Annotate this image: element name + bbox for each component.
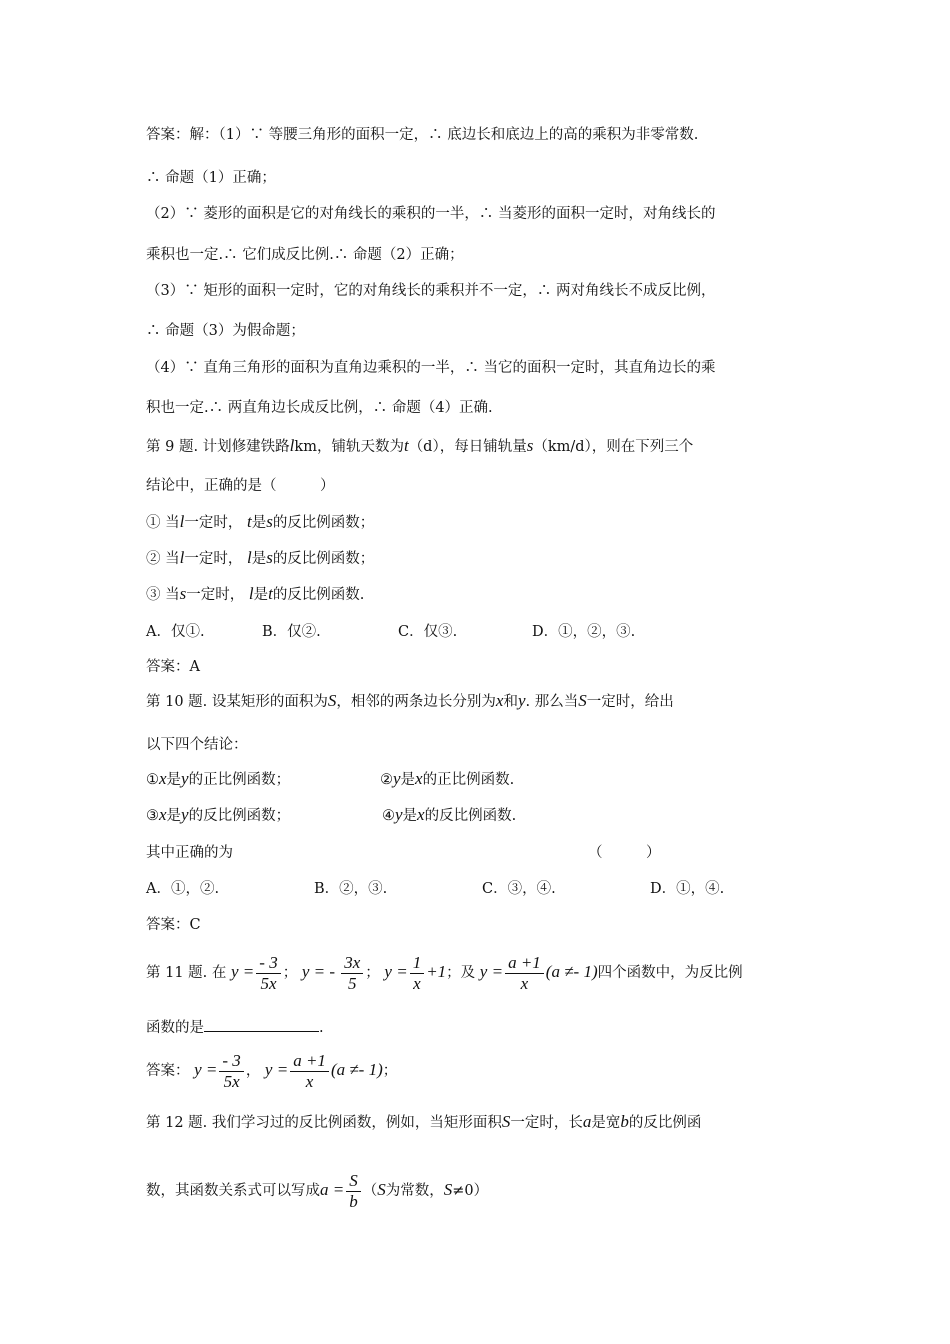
q10-option-2: [380, 769, 514, 790]
var-l: l: [179, 548, 185, 567]
q10-o3-a: ③: [146, 808, 159, 824]
q10-option-3: [146, 805, 290, 826]
fraction-4-num: a +1: [505, 953, 544, 974]
q9-o3-a: ③ 当: [146, 587, 180, 603]
q12-text-2: 一定时，长: [510, 1115, 583, 1131]
expr-4-suffix: (a ≠- 1): [545, 962, 598, 981]
q9-o2-c: 是: [251, 551, 267, 567]
var-y: y: [479, 962, 488, 981]
q9-stem: [146, 436, 693, 457]
fraction-s-over-b: [346, 1171, 361, 1212]
q12-text-1: 第 12 题. 我们学习过的反比例函数，例如，当矩形面积: [146, 1115, 502, 1131]
q9-o1-c: 是: [251, 515, 267, 531]
q9-stem-cont: 结论中，正确的是（ ）: [146, 478, 335, 494]
q10-choice-d: D．①，④.: [650, 881, 725, 897]
var-t: t: [268, 584, 273, 603]
q9-text-4: （km/d），则在下列三个: [533, 439, 694, 455]
var-s: s: [266, 512, 273, 531]
q10-o3-c: 的反比例函数；: [188, 808, 291, 824]
q9-text-2: km，铺轨天数为: [294, 439, 404, 455]
var-l: l: [246, 548, 252, 567]
var-t: t: [246, 512, 252, 531]
q10-stem-cont: 以下四个结论：: [146, 737, 248, 753]
q9-choice-d: D．①，②，③.: [532, 624, 636, 640]
q10-text-3: 和: [503, 694, 518, 710]
q10-o1-c: 的正比例函数；: [188, 772, 291, 788]
answer-line-5: （3）∵ 矩形的面积一定时，它的对角线长的乘积并不一定，∴ 两对角线长不成反比例，: [146, 283, 716, 299]
answer-line-7: （4）∵ 直角三角形的面积为直角边乘积的一半，∴ 当它的面积一定时，其直角边长的乘: [146, 360, 716, 376]
q11-answer: [146, 1048, 397, 1093]
q9-o3-c: 是: [253, 587, 269, 603]
q12-cont-4: ≠0）: [452, 1183, 489, 1199]
q11-stem-cont: [146, 1017, 324, 1038]
q10-o2-c: 的正比例函数.: [422, 772, 515, 788]
var-S: S: [377, 1180, 386, 1199]
q11-text-3: 四个函数中，为反比例: [597, 965, 743, 981]
q9-o3-d: 的反比例函数.: [272, 587, 365, 603]
var-S: S: [443, 1180, 453, 1199]
answer-fraction-1: [219, 1051, 243, 1092]
eq-sign: =: [272, 1060, 289, 1079]
var-l: l: [248, 584, 254, 603]
var-x: x: [495, 691, 504, 710]
eq-sign: =: [201, 1060, 218, 1079]
var-a: a: [582, 1112, 592, 1131]
answer-blank: [204, 1017, 319, 1032]
answer-fraction-1-den: 5x: [223, 1071, 240, 1091]
q9-o1-b: 一定时，: [184, 515, 243, 531]
q10-choice-a: A．①，②.: [146, 881, 220, 897]
q11-stem: [146, 950, 743, 995]
var-y: y: [194, 1060, 202, 1079]
q10-choice-b: B．②，③.: [314, 881, 388, 897]
q10-o3-b: 是: [166, 808, 182, 824]
q9-o2-a: ② 当: [146, 551, 180, 567]
q9-o2-d: 的反比例函数；: [272, 551, 375, 567]
q9-option-1: [146, 512, 374, 533]
eq-sign: =: [487, 962, 504, 981]
answer-fraction-2-num: a +1: [290, 1051, 329, 1072]
q12-text-4: 的反比例函: [628, 1115, 702, 1131]
var-l: l: [179, 512, 185, 531]
var-x: x: [159, 769, 167, 788]
q10-o2-a: ②: [380, 772, 393, 788]
answer-end: ；: [382, 1063, 398, 1079]
answer-line-8: 积也一定.∴ 两直角边长成反比例，∴ 命题（4）正确.: [146, 400, 493, 416]
var-y: y: [395, 805, 403, 824]
eq-sign: =: [238, 962, 255, 981]
var-a: a: [320, 1180, 329, 1199]
q10-choice-c: C．③，④.: [482, 881, 556, 897]
var-S: S: [501, 1112, 511, 1131]
q12-cont-3: 为常数，: [385, 1183, 444, 1199]
q11-text-1: 第 11 题. 在: [146, 965, 227, 981]
q10-text-2: ，相邻的两条边长分别为: [336, 694, 496, 710]
q9-o3-b: 一定时，: [186, 587, 245, 603]
q10-stem: [146, 691, 674, 712]
var-t: t: [403, 436, 409, 455]
answer-line-1: 答案：解：（1）∵ 等腰三角形的面积一定，∴ 底边长和底边上的高的乘积为非零常数.: [146, 127, 699, 143]
fraction-3: [410, 953, 425, 994]
answer-expr-suffix: (a ≠- 1): [330, 1060, 383, 1079]
q10-answer: 答案：C: [146, 917, 201, 933]
q12-stem: [146, 1112, 701, 1133]
q12-stem-cont: [146, 1168, 488, 1213]
var-y: y: [517, 691, 526, 710]
var-l: l: [289, 436, 295, 455]
fraction-1-den: 5x: [260, 973, 277, 993]
q9-answer: 答案：A: [146, 659, 200, 675]
fraction-3-den: x: [413, 973, 421, 993]
q12-cont-2: （: [362, 1183, 378, 1199]
var-y: y: [264, 1060, 273, 1079]
eq-sign: =: [391, 962, 408, 981]
separator: ；: [365, 965, 380, 981]
q10-o4-b: 是: [402, 808, 418, 824]
q9-option-2: [146, 548, 374, 569]
q11-cont-text: 函数的是: [146, 1020, 204, 1036]
q9-text-3: （d），每日铺轨量: [408, 439, 527, 455]
q10-option-4: [382, 805, 516, 826]
var-S: S: [327, 691, 337, 710]
q9-o2-b: 一定时，: [184, 551, 243, 567]
q10-text-4: . 那么当: [525, 694, 579, 710]
q11-answer-label: 答案：: [146, 1063, 190, 1079]
fraction-1: [256, 953, 280, 994]
q9-o1-d: 的反比例函数；: [272, 515, 375, 531]
q10-o1-a: ①: [146, 772, 159, 788]
var-y: y: [181, 805, 189, 824]
fraction-num: S: [346, 1171, 361, 1192]
fraction-1-num: - 3: [256, 953, 280, 974]
answer-line-3: （2）∵ 菱形的面积是它的对角线长的乘积的一半，∴ 当菱形的面积一定时，对角线长的: [146, 206, 716, 222]
answer-comma: ，: [245, 1063, 261, 1079]
answer-line-2: ∴ 命题（1）正确；: [146, 170, 276, 186]
fraction-2: [341, 953, 363, 994]
var-x: x: [417, 805, 425, 824]
fraction-4: [505, 953, 544, 994]
q9-option-3: [146, 584, 364, 605]
expr-3-suffix: +1: [426, 962, 447, 981]
q10-which: 其中正确的为: [146, 845, 233, 861]
fraction-3-num: 1: [410, 953, 425, 974]
var-s: s: [526, 436, 534, 455]
var-y: y: [181, 769, 189, 788]
var-y: y: [231, 962, 239, 981]
q11-period: .: [319, 1020, 324, 1036]
var-S: S: [578, 691, 587, 710]
var-b: b: [620, 1112, 629, 1131]
q10-o4-a: ④: [382, 808, 395, 824]
var-y: y: [384, 962, 392, 981]
q9-choice-a: A．仅①.: [146, 624, 205, 640]
eq-sign: =: [328, 1180, 345, 1199]
q11-text-2: ；及: [446, 965, 476, 981]
q10-text-5: 一定时，给出: [586, 694, 674, 710]
q10-answer-paren: （ ）: [588, 845, 661, 861]
var-x: x: [159, 805, 167, 824]
expr-2-prefix: y = -: [301, 962, 340, 981]
q10-option-1: [146, 769, 290, 790]
var-y: y: [393, 769, 401, 788]
answer-line-6: ∴ 命题（3）为假命题；: [146, 323, 305, 339]
q9-choice-c: C．仅③.: [398, 624, 458, 640]
q10-text-1: 第 10 题. 设某矩形的面积为: [146, 694, 328, 710]
q12-cont-1: 数，其函数关系式可以写成: [146, 1183, 320, 1199]
answer-line-4: 乘积也一定.∴ 它们成反比例.∴ 命题（2）正确；: [146, 247, 464, 263]
fraction-4-den: x: [520, 973, 529, 993]
var-x: x: [415, 769, 423, 788]
var-s: s: [266, 548, 273, 567]
q9-choice-b: B．仅②.: [262, 624, 321, 640]
answer-fraction-1-num: - 3: [219, 1051, 243, 1072]
q10-o2-b: 是: [400, 772, 416, 788]
q12-text-3: 是宽: [591, 1115, 621, 1131]
q9-text-1: 第 9 题. 计划修建铁路: [146, 439, 290, 455]
fraction-2-den: 5: [348, 973, 357, 993]
q10-o4-c: 的反比例函数.: [424, 808, 517, 824]
separator: ；: [282, 965, 298, 981]
fraction-2-num: 3x: [341, 953, 363, 974]
q9-o1-a: ① 当: [146, 515, 180, 531]
answer-fraction-2-den: x: [305, 1071, 314, 1091]
fraction-den: b: [349, 1191, 358, 1211]
q10-o1-b: 是: [166, 772, 182, 788]
var-s: s: [179, 584, 187, 603]
answer-fraction-2: [290, 1051, 329, 1092]
